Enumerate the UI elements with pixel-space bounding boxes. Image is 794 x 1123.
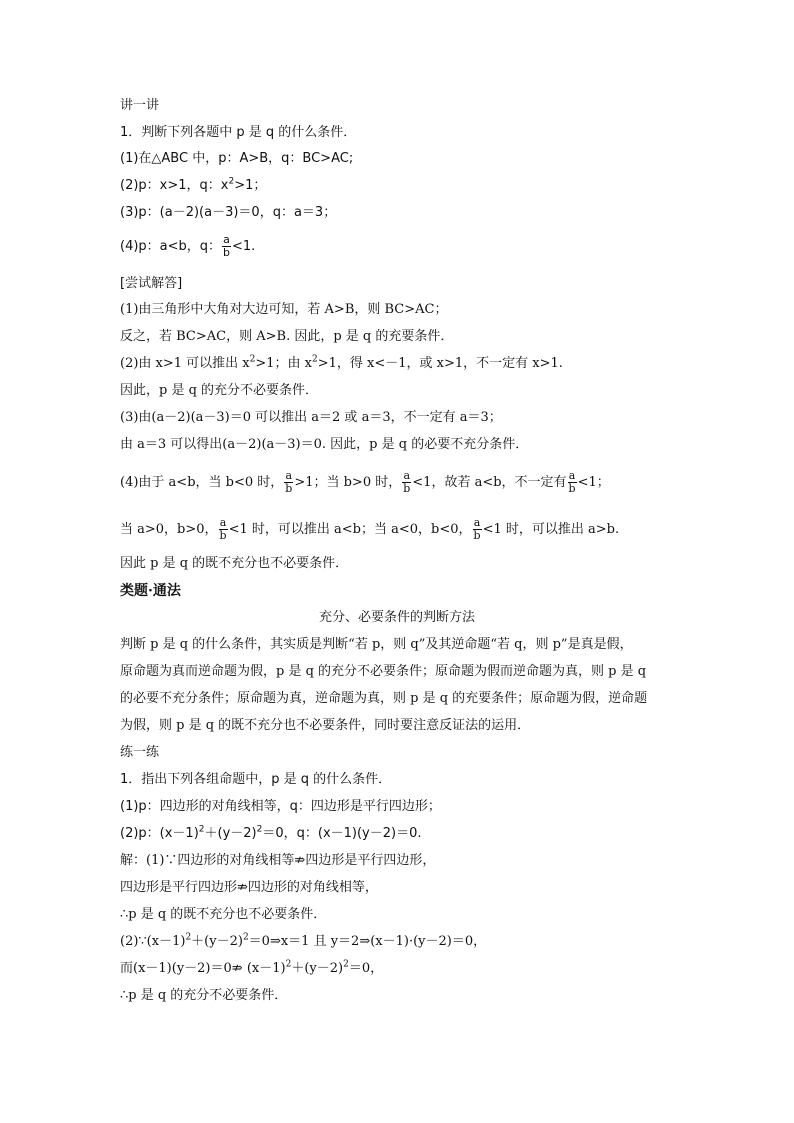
practice-title: 练一练 bbox=[120, 745, 160, 760]
answer-line-8: 当 a>0，b>0， $\frac{a}{b}$ <1 时，可以推出 a<b；当 a<0，b<0， $\frac{a}{b}$ <1 时，可以推出 a>b. bbox=[120, 516, 620, 542]
answer-line-4: 因此，p 是 q 的充分不必要条件． bbox=[120, 383, 319, 398]
solution-line-6: ∴p 是 q 的充分不必要条件． bbox=[120, 988, 288, 1003]
answer-heading: [尝试解答] bbox=[120, 276, 183, 291]
answer-line-1: (1)由三角形中大角对大边可知，若 A>B，则 BC>AC； bbox=[120, 302, 448, 317]
solution-line-3: ∴p 是 q 的既不充分也不必要条件． bbox=[120, 907, 327, 922]
method-tag: 类题·通法 bbox=[120, 583, 181, 599]
answer-line-9: 因此 p 是 q 的既不充分也不必要条件． bbox=[120, 556, 349, 571]
method-para-1: 判断 p 是 q 的什么条件，其实质是判断“若 p，则 q”及其逆命题“若 q，则 p”是真是假， bbox=[120, 637, 633, 652]
method-title: 充分、必要条件的判断方法 bbox=[318, 610, 475, 625]
practice-item-1: (1)p：四边形的对角线相等，q：四边形是平行四边形； bbox=[120, 799, 441, 814]
solution-line-5: 而(x－1)(y－2)＝0⇏ $(x-1)^2+(y-2)^2=0$， bbox=[120, 959, 384, 976]
answer-line-6: 由 a＝3 可以得出(a－2)(a－3)＝0. 因此，p 是 q 的必要不充分条件． bbox=[120, 437, 529, 452]
solution-line-1: 解：(1)∵四边形的对角线相等⇏四边形是平行四边形， bbox=[120, 853, 436, 868]
solution-line-4: $(2)\because(x-1)^2+(y-2)^2=0\Rightarrow x=1$ 且 y＝2⇒(x－1)·(y－2)＝0， bbox=[120, 932, 487, 949]
question-item-4: (4)p：a<b，q： $\frac{a}{b}$ <1. bbox=[120, 233, 256, 259]
question-title: 1．判断下列各题中 p 是 q 的什么条件． bbox=[120, 125, 357, 140]
question-item-2: (2)p：x>1，q：$x^2>1$； bbox=[120, 176, 267, 193]
answer-line-5: (3)由(a－2)(a－3)＝0 可以推出 a＝2 或 a＝3，不一定有 a＝3； bbox=[120, 410, 502, 425]
method-para-2: 原命题为真而逆命题为假，p 是 q 的充分不必要条件；原命题为假而逆命题为真，则 p 是 q bbox=[120, 664, 647, 679]
answer-line-2: 反之，若 BC>AC，则 A>B. 因此，p 是 q 的充要条件． bbox=[120, 329, 454, 344]
question-item-1: (1)在△ABC 中，p：A>B，q：BC>AC; bbox=[120, 151, 354, 166]
section-title: 讲一讲 bbox=[120, 98, 160, 113]
practice-question: 1．指出下列各组命题中，p 是 q 的什么条件． bbox=[120, 772, 392, 787]
method-para-4: 为假，则 p 是 q 的既不充分也不必要条件，同时要注意反证法的运用． bbox=[120, 718, 531, 733]
answer-line-3: (2)由 x>1 可以推出 $x^2>1$；由 $x^2>1$，得 x<－1，或 x>1，不一定有 x>1. bbox=[120, 354, 563, 371]
answer-line-7: (4)由于 a<b，当 b<0 时， $\frac{a}{b}$ >1；当 b>0 时， $\frac{a}{b}$ <1，故若 a<b，不一定有 $\frac{a}{b}$ <1； bbox=[120, 469, 610, 495]
question-item-3: (3)p：(a－2)(a－3)＝0，q：a＝3； bbox=[120, 205, 337, 220]
solution-line-2: 四边形是平行四边形⇏四边形的对角线相等， bbox=[120, 880, 378, 895]
practice-item-2: (2)p：$(x-1)^2+(y-2)^2=0$，q：(x－1)(y－2)＝0. bbox=[120, 824, 422, 841]
method-para-3: 的必要不充分条件；原命题为真，逆命题为真，则 p 是 q 的充要条件；原命题为假，逆命题 bbox=[120, 691, 648, 706]
